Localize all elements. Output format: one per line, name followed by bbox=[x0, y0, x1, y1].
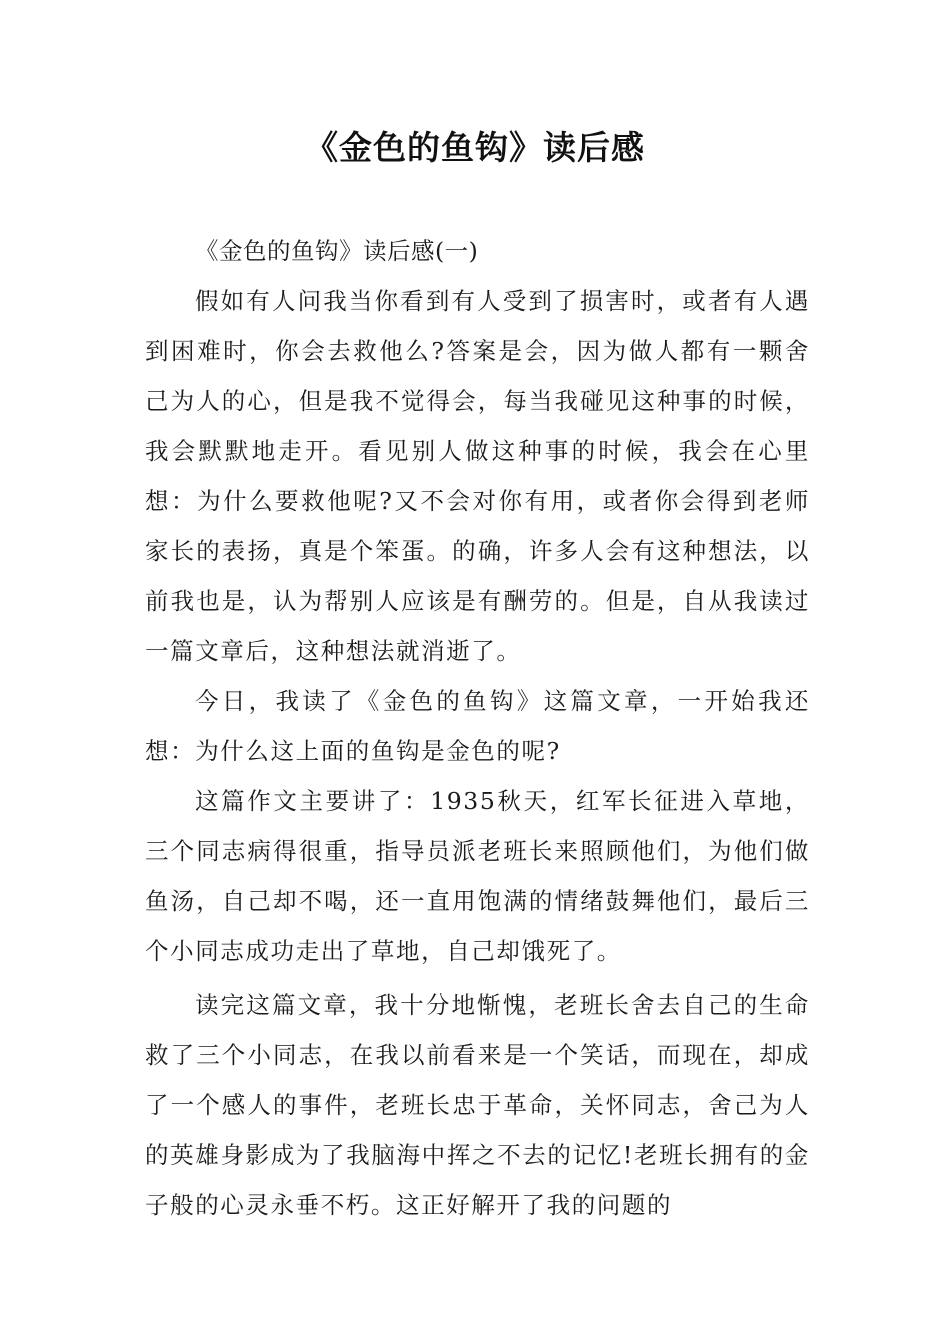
document-title: 《金色的鱼钩》读后感 bbox=[305, 128, 645, 167]
paragraph-1: 假如有人问我当你看到有人受到了损害时，或者有人遇到困难时，你会去救他么?答案是会，因为做人都有一颗舍己为人的心，但是我不觉得会，每当我碰见这种事的时候，我会默默地走开。看见别人做这种事的时候，我会在心里想：为什么要救他呢?又不会对你有用，或者你会得到老师家长的表扬，真是个笨蛋。的确，许多人会有这种想法，以前我也是，认为帮别人应该是有酬劳的。但是，自从我读过一篇文章后，这种想法就消逝了。 bbox=[145, 287, 810, 665]
paragraph-3: 这篇作文主要讲了：1935秋天，红军长征进入草地，三个同志病得很重，指导员派老班长来照顾他们，为他们做鱼汤，自己却不喝，还一直用饱满的情绪鼓舞他们，最后三个小同志成功走出了草地，自己却饿死了。 bbox=[145, 787, 810, 965]
paragraph-4: 读完这篇文章，我十分地惭愧，老班长舍去自己的生命救了三个小同志，在我以前看来是一个笑话，而现在，却成了一个感人的事件，老班长忠于革命，关怀同志，舍己为人的英雄身影成为了我脑海中挥之不去的记忆!老班长拥有的金子般的心灵永垂不朽。这正好解开了我的问题的 bbox=[145, 991, 810, 1219]
section-subtitle: 《金色的鱼钩》读后感(一) bbox=[195, 237, 479, 265]
paragraph-2: 今日，我读了《金色的鱼钩》这篇文章，一开始我还想：为什么这上面的鱼钩是金色的呢? bbox=[145, 687, 810, 765]
document-body bbox=[145, 226, 810, 1230]
